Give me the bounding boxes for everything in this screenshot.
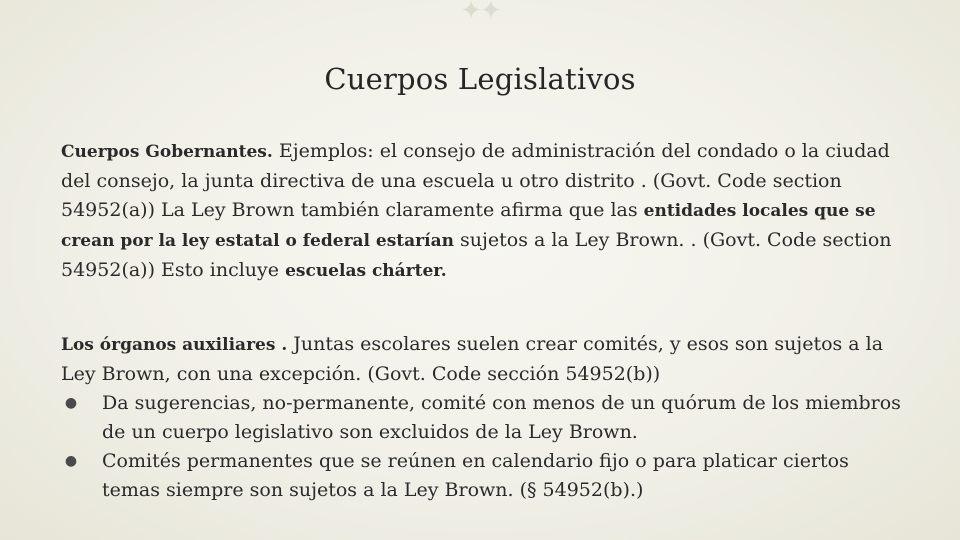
paragraph-governing-bodies — [61, 137, 906, 286]
list-item — [61, 447, 906, 505]
paragraph-label: Los órganos auxiliares . — [61, 335, 288, 355]
bullet-text: Da sugerencias, no-permanente, comité con menos de un quórum de los miembros de un cuerpo legislativo son excluidos de la Ley Brown. — [102, 392, 901, 443]
list-item — [61, 389, 906, 447]
bullet-text: Comités permanentes que se reúnen en calendario fijo o para platicar ciertos temas siempre son sujetos a la Ley Brown. (§ 54952(b).) — [102, 450, 849, 501]
paragraph-intro — [61, 330, 906, 389]
emphasis-text: escuelas chárter. — [285, 261, 447, 281]
paragraph-text: sujetos a la Ley Brown. . (Govt. Code section 54952(a)) Esto incluye — [61, 229, 892, 281]
star-ornament-icon: ✦✦ — [460, 0, 500, 26]
paragraph-text: Ejemplos: el consejo de administración del condado o la ciudad del consejo, la junta directiva de una escuela u otro distrito . (Govt. Code section 54952(a)) La Ley Brown también claramente afirma que las — [61, 140, 890, 221]
paragraph-text: Juntas escolares suelen crear comités, y esos son sujetos a la Ley Brown, con una excepción. (Govt. Code sección 54952(b)) — [61, 333, 884, 385]
slide-title: Cuerpos Legislativos — [324, 62, 636, 96]
paragraph-auxiliary-bodies — [61, 330, 906, 505]
bullet-list — [61, 389, 906, 505]
bullet-icon: ● — [64, 453, 78, 469]
bullet-icon: ● — [64, 395, 78, 411]
emphasis-text: entidades locales que se crean por la ley estatal o federal estarían — [61, 201, 876, 251]
paragraph-label: Cuerpos Gobernantes. — [61, 142, 273, 162]
